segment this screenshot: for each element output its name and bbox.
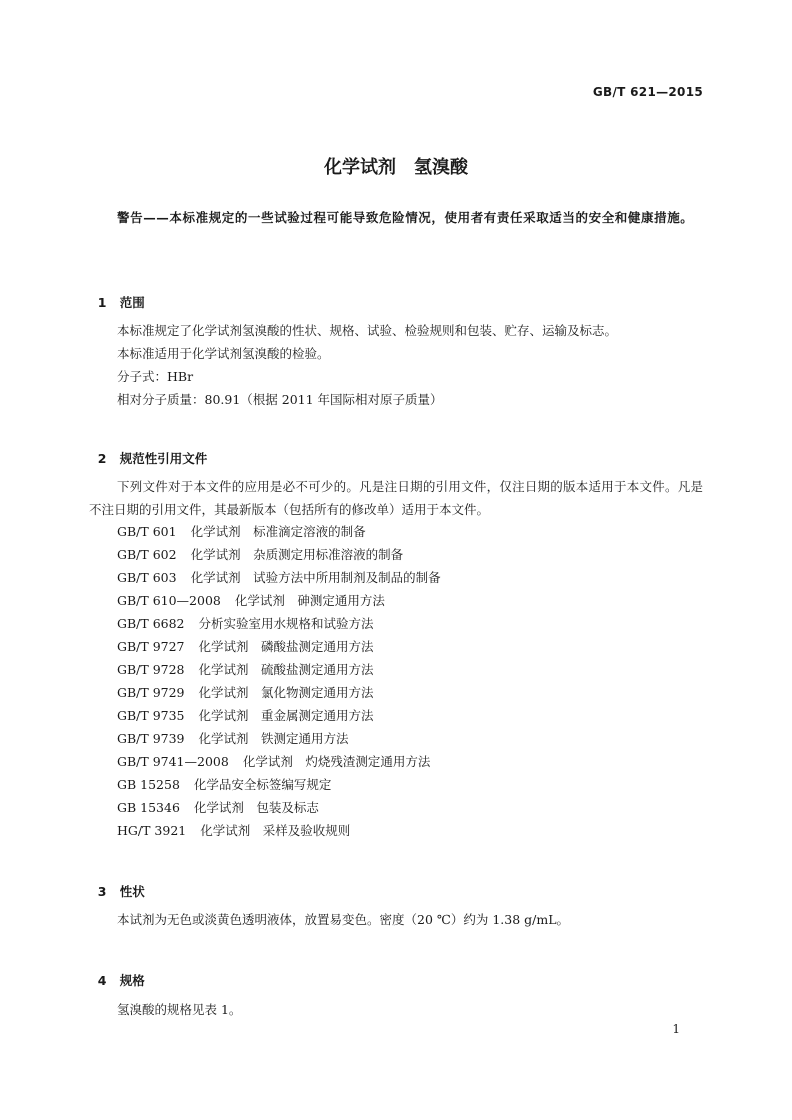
reference-title: 化学试剂 铁测定通用方法 <box>198 731 349 746</box>
section-number: 4 <box>97 973 107 988</box>
section-3-heading <box>89 867 145 900</box>
reference-item <box>117 612 441 635</box>
reference-code: GB/T 9729 <box>117 685 185 700</box>
reference-item <box>117 796 441 819</box>
reference-item <box>117 773 441 796</box>
section-4-heading <box>89 956 145 989</box>
reference-item <box>117 727 441 750</box>
reference-code: GB/T 610—2008 <box>117 593 221 608</box>
section-number: 2 <box>97 451 107 466</box>
reference-code: GB/T 602 <box>117 547 177 562</box>
section-1-heading <box>89 278 145 311</box>
reference-item <box>117 520 441 543</box>
reference-title: 化学试剂 包装及标志 <box>193 800 319 815</box>
standard-code: GB/T 621—2015 <box>592 85 703 99</box>
section-number: 3 <box>97 884 107 899</box>
section-title: 规格 <box>119 973 145 988</box>
document-title: 化学试剂 氢溴酸 <box>324 157 468 178</box>
reference-code: GB/T 9727 <box>117 639 185 654</box>
section-number: 1 <box>97 295 107 310</box>
reference-code: GB 15346 <box>117 800 180 815</box>
reference-code: GB/T 601 <box>117 524 177 539</box>
reference-code: GB 15258 <box>117 777 180 792</box>
reference-code: GB/T 9728 <box>117 662 185 677</box>
reference-item <box>117 566 441 589</box>
reference-title: 化学试剂 重金属测定通用方法 <box>198 708 374 723</box>
scope-paragraph: 本标准规定了化学试剂氢溴酸的性状、规格、试验、检验规则和包装、贮存、运输及标志。 <box>117 323 618 338</box>
specification-paragraph: 氢溴酸的规格见表 1。 <box>117 1002 242 1017</box>
reference-title: 化学品安全标签编写规定 <box>193 777 332 792</box>
molecular-formula: 分子式：HBr <box>117 369 194 384</box>
section-title: 性状 <box>119 884 145 899</box>
reference-code: GB/T 6682 <box>117 616 185 631</box>
reference-item <box>117 704 441 727</box>
reference-item <box>117 543 441 566</box>
reference-title: 化学试剂 杂质测定用标准溶液的制备 <box>190 547 404 562</box>
references-intro: 下列文件对于本文件的应用是必不可少的。凡是注日期的引用文件，仅注日期的版本适用于本文件。凡是不注日期的引用文件，其最新版本（包括所有的修改单）适用于本文件。 <box>89 479 703 517</box>
reference-title: 化学试剂 磷酸盐测定通用方法 <box>198 639 374 654</box>
scope-paragraph: 本标准适用于化学试剂氢溴酸的检验。 <box>117 346 330 361</box>
section-2-heading <box>89 434 207 467</box>
reference-item <box>117 750 441 773</box>
reference-title: 化学试剂 硫酸盐测定通用方法 <box>198 662 374 677</box>
reference-item <box>117 681 441 704</box>
properties-paragraph: 本试剂为无色或淡黄色透明液体，放置易变色。密度（20 ℃）约为 1.38 g/mL。 <box>117 912 570 927</box>
reference-title: 化学试剂 砷测定通用方法 <box>234 593 385 608</box>
reference-list <box>117 520 441 842</box>
reference-item <box>117 589 441 612</box>
page-number: 1 <box>672 1022 680 1036</box>
section-title: 规范性引用文件 <box>119 451 208 466</box>
reference-code: GB/T 9739 <box>117 731 185 746</box>
reference-code: GB/T 9735 <box>117 708 185 723</box>
reference-item <box>117 819 441 842</box>
reference-item <box>117 658 441 681</box>
reference-title: 化学试剂 试验方法中所用制剂及制品的制备 <box>190 570 441 585</box>
reference-title: 化学试剂 采样及验收规则 <box>200 823 351 838</box>
reference-title: 化学试剂 灼烧残渣测定通用方法 <box>242 754 431 769</box>
reference-code: GB/T 603 <box>117 570 177 585</box>
reference-code: HG/T 3921 <box>117 823 187 838</box>
reference-title: 化学试剂 标准滴定溶液的制备 <box>190 524 366 539</box>
section-title: 范围 <box>119 295 145 310</box>
reference-code: GB/T 9741—2008 <box>117 754 229 769</box>
molecular-mass: 相对分子质量：80.91（根据 2011 年国际相对原子质量） <box>117 392 443 407</box>
reference-title: 化学试剂 氯化物测定通用方法 <box>198 685 374 700</box>
reference-title: 分析实验室用水规格和试验方法 <box>198 616 374 631</box>
reference-item <box>117 635 441 658</box>
warning-statement: 警告——本标准规定的一些试验过程可能导致危险情况，使用者有责任采取适当的安全和健康措施。 <box>117 210 694 225</box>
